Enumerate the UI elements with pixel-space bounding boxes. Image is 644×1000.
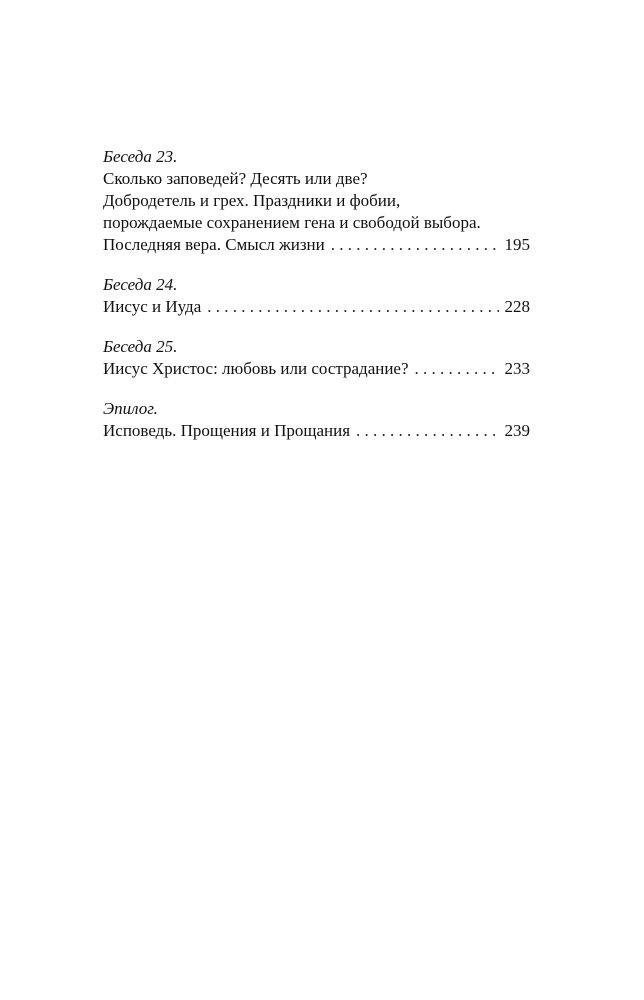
toc-entry-title-line: Добродетель и грех. Праздники и фобии,	[103, 191, 401, 210]
toc-entry-label: Эпилог.	[103, 399, 158, 418]
toc-entry-label: Беседа 23.	[103, 147, 178, 166]
toc-entry-title-line: Последняя вера. Смысл жизни	[103, 235, 325, 254]
toc-entry-label: Беседа 24.	[103, 275, 178, 294]
toc-entry-title-line: Исповедь. Прощения и Прощания	[103, 421, 351, 440]
page-number: 233	[504, 359, 530, 378]
dot-leader	[331, 234, 499, 256]
dot-leader	[356, 420, 498, 442]
toc-entry-final-line	[103, 296, 530, 318]
dot-leader	[207, 296, 498, 318]
toc-entry-epilogue	[103, 398, 530, 442]
toc-entry-final-line	[103, 358, 530, 380]
toc-entry-title-line: порождаемые сохранением гена и свободой выбора.	[103, 213, 481, 232]
dot-leader	[415, 358, 499, 380]
toc-entry-final-line	[103, 420, 530, 442]
toc-entry-conversation-23	[103, 146, 530, 256]
toc-entry-conversation-25	[103, 336, 530, 380]
page-number: 239	[504, 421, 530, 440]
toc-entry-final-line	[103, 234, 530, 256]
toc-entry-conversation-24	[103, 274, 530, 318]
toc-entry-label: Беседа 25.	[103, 337, 178, 356]
table-of-contents	[103, 146, 530, 460]
page-number: 195	[504, 235, 530, 254]
toc-entry-title-line: Иисус и Иуда	[103, 297, 202, 316]
toc-entry-title-line: Иисус Христос: любовь или сострадание?	[103, 359, 409, 378]
page-number: 228	[504, 297, 530, 316]
toc-entry-title-line: Сколько заповедей? Десять или две?	[103, 169, 368, 188]
